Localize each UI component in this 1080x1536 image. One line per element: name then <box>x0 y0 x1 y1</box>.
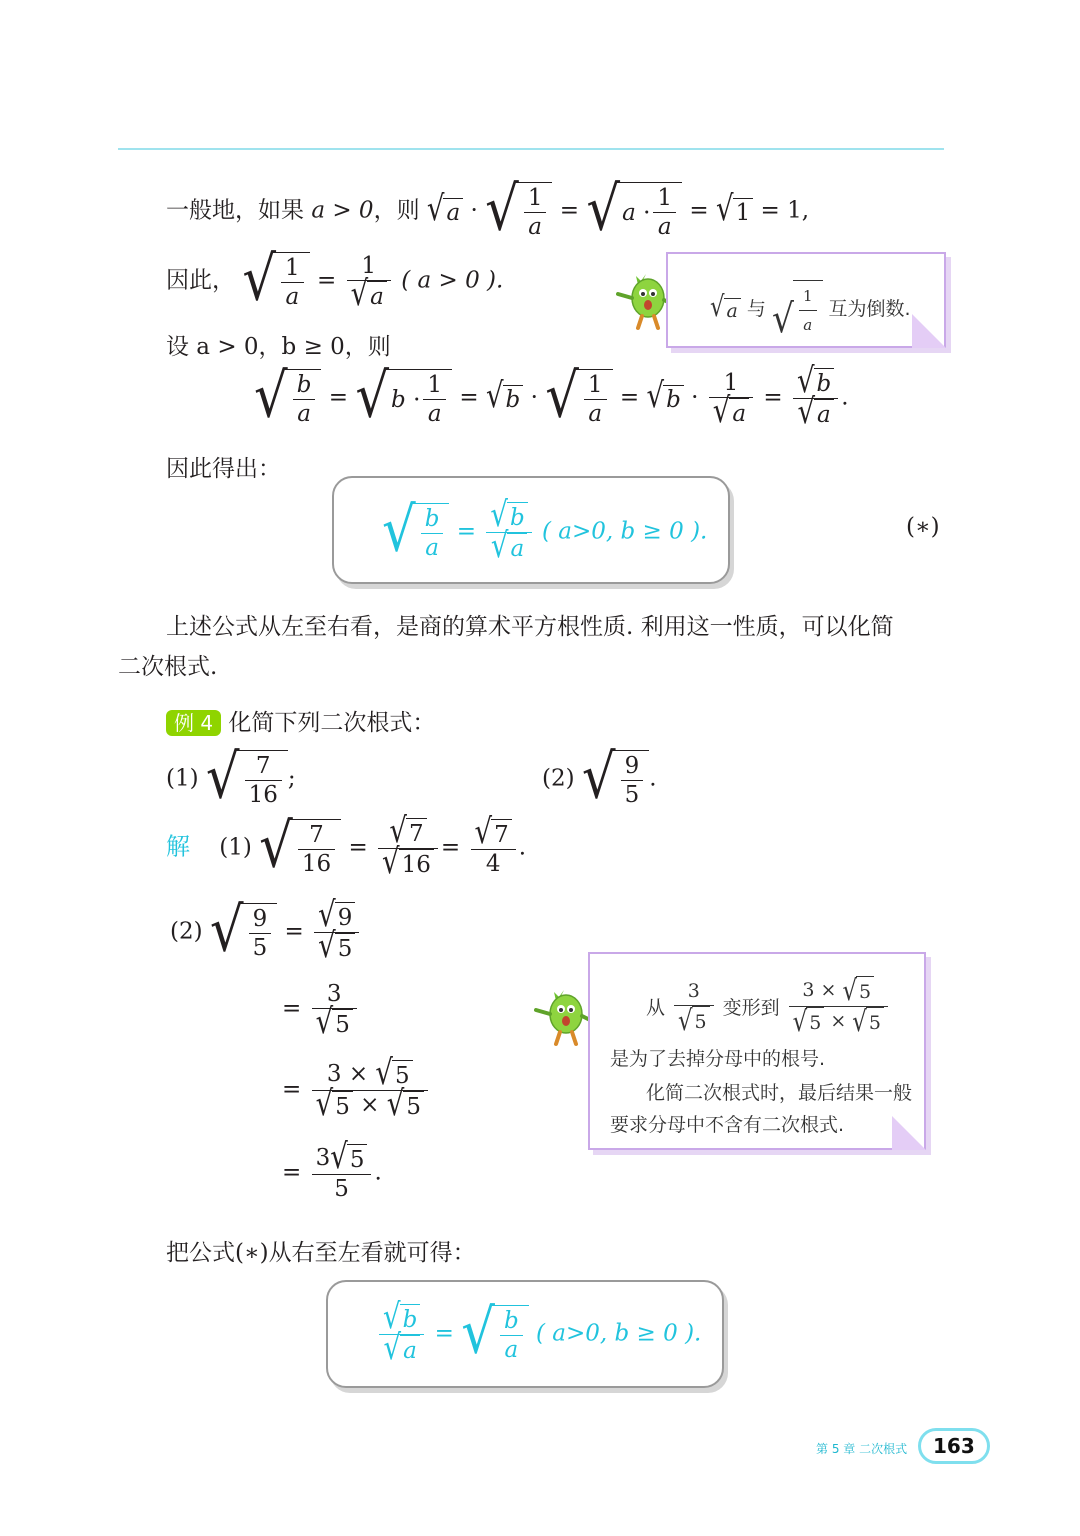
paragraph-reverse: 把公式(∗)从右至左看就可得： <box>166 1240 476 1266</box>
formula-box-quotient: √ $\frac{b}{a}$ = √ b √ a ( a>0, b ≥ 0 ). <box>332 476 730 584</box>
solution-part-2-step-3: = 3 × √ 5 √ 5 × √ 5 <box>282 1060 431 1121</box>
page-fold <box>892 1116 926 1150</box>
derivation: √ $\frac{b}{a}$ = √ b · $\frac{1}{a}$ = √ b · √ $\frac{1}{a}$ = √ b · 1 √ a = √ b √ a . <box>254 359 849 433</box>
one-over-sqrt-a: 1 √ a <box>347 252 391 311</box>
paragraph-line-2: 二次根式. <box>118 654 218 680</box>
mascot-icon <box>534 984 594 1050</box>
sqrt-1: √ 1 <box>716 198 753 226</box>
solution-part-2-step-4: = 3 √ 5 5 . <box>282 1135 382 1202</box>
solution-part-2-step-1: (2) √ $\frac{9}{5}$ = √ 9 √ 5 <box>170 902 362 963</box>
example-part-1: (1) √ $\frac{7}{16}$ ; <box>166 742 296 813</box>
solution-part-1: 解 (1) √ $\frac{7}{16}$ = √ 7 √ 16 = √ 7 4 . <box>166 809 527 883</box>
condition: a > 0 <box>311 197 374 224</box>
sqrt-1-over-a: √ $\frac{1}{a}$ <box>485 182 552 241</box>
line-2: 因此， √ $\frac{1}{a}$ = 1 √ a ( a > 0 ). <box>166 244 504 315</box>
page-number: 163 <box>918 1428 990 1464</box>
sqrt-a-times-1-over-a: √ a · $\frac{1}{a}$ <box>586 182 682 241</box>
formula-box-reverse: √ b √ a = √ $\frac{b}{a}$ ( a>0, b ≥ 0 ). <box>326 1280 724 1388</box>
sqrt-a: √ a <box>427 198 463 226</box>
derived-label: 因此得出： <box>166 456 281 482</box>
note-rationalize: 从 3 √ 5 变形到 3 × √ 5 √ 5 × √ 5 是为了去掉分母中的根号. 化简二次根式时，最后结果一般 要求分母中不含有二次根式. <box>588 952 926 1150</box>
solution-part-2-step-2: = 3 √ 5 <box>282 980 360 1039</box>
example-tag: 例 4 <box>166 710 221 736</box>
line-1: 一般地，如果 a > 0，则 √ a · √ $\frac{1}{a}$ = √ a · $\frac{1}{a}$ = √ 1 = 1, <box>166 174 810 245</box>
sqrt-1-over-a: √ $\frac{1}{a}$ <box>242 252 309 311</box>
footer-chapter: 第 5 章 二次根式 <box>816 1442 908 1456</box>
example-heading: 例 4 化简下列二次根式： <box>166 704 435 737</box>
formula-mark: (∗) <box>906 514 940 540</box>
header-rule <box>118 148 944 150</box>
line-3: 设 a > 0，b ≥ 0，则 <box>166 334 391 360</box>
paragraph-line-1: 上述公式从左至右看，是商的算术平方根性质. 利用这一性质，可以化简 <box>166 614 894 640</box>
note-reciprocal: √ a 与 √ $\frac{1}{a}$ 互为倒数. <box>666 252 946 348</box>
page-fold <box>912 314 946 348</box>
sqrt-a: √ a <box>710 298 741 322</box>
solution-label: 解 <box>166 832 190 861</box>
example-part-2: (2) √ $\frac{9}{5}$ . <box>542 742 657 813</box>
sqrt-1-over-a: √ $\frac{1}{a}$ <box>772 280 823 339</box>
